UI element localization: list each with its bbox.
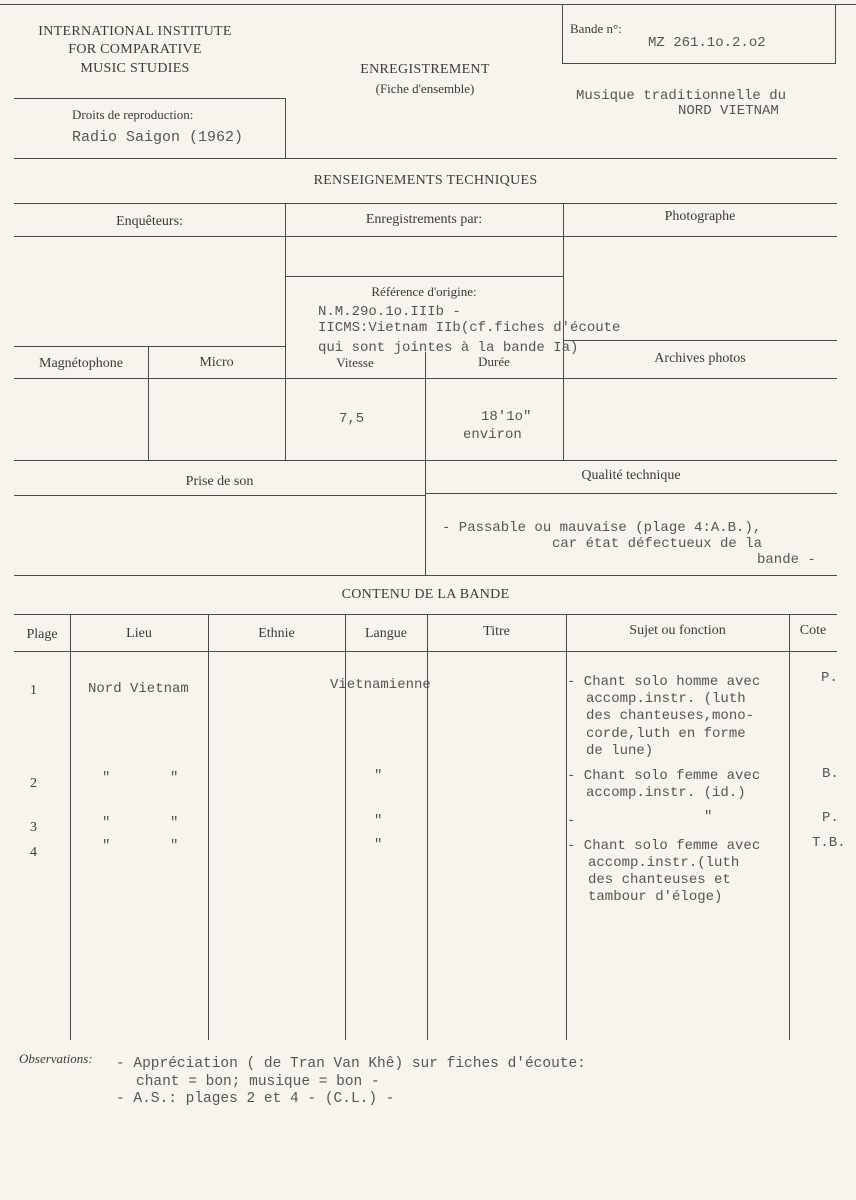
droits-value: Radio Saigon (1962) — [72, 129, 244, 146]
row-2-plage: 2 — [30, 776, 37, 791]
row-1-sujet-2: accomp.instr. (luth — [586, 691, 746, 707]
row-4-sujet-4: tambour d'éloge) — [588, 889, 723, 905]
row-1-sujet-5: de lune) — [586, 743, 654, 759]
duree-value-1: 18'1o" — [481, 409, 532, 425]
row-4-sujet-1: - Chant solo femme avec — [567, 838, 761, 854]
row-1-lieu: Nord Vietnam — [88, 681, 189, 697]
tech-heading: RENSEIGNEMENTS TECHNIQUES — [313, 173, 538, 188]
col-sujet: Sujet ou fonction — [629, 623, 726, 638]
row-3-cote: P. — [822, 810, 839, 826]
row-4-langue: " — [374, 837, 383, 853]
qualite-line-1: - Passable ou mauvaise (plage 4:A.B.), — [442, 520, 762, 536]
enregistrements-label: Enregistrements par: — [365, 212, 483, 227]
row-4-sujet-3: des chanteuses et — [588, 872, 731, 888]
row-4-lieu-1: " — [102, 838, 111, 854]
duree-value-2: environ — [463, 427, 522, 443]
row-3-sujet-2: " — [704, 809, 713, 825]
row-3-lieu-2: " — [170, 815, 179, 831]
bande-label: Bande n°: — [570, 21, 622, 36]
reference-line-1: N.M.29o.1o.IIIb - — [318, 304, 461, 320]
col-ethnie: Ethnie — [258, 626, 295, 641]
duree-label: Durée — [478, 354, 510, 369]
row-2-lieu-1: " — [102, 770, 111, 786]
row-4-plage: 4 — [30, 845, 37, 860]
vitesse-label: Vitesse — [336, 355, 374, 370]
row-1-sujet-3: des chanteuses,mono- — [586, 708, 755, 724]
col-plage: Plage — [26, 627, 58, 642]
observation-line-2: chant = bon; musique = bon - — [136, 1074, 380, 1090]
reference-label: Référence d'origine: — [371, 284, 477, 299]
row-4-lieu-2: " — [170, 838, 179, 854]
row-2-lieu-2: " — [170, 770, 179, 786]
row-1-sujet-1: - Chant solo homme avec — [567, 674, 761, 690]
qualite-label: Qualité technique — [581, 468, 681, 483]
col-langue: Langue — [365, 626, 407, 641]
row-1-sujet-4: corde,luth en forme — [586, 726, 746, 742]
row-3-sujet-1: - — [567, 813, 576, 829]
photographe-label: Photographe — [664, 209, 736, 224]
micro-label: Micro — [199, 355, 234, 370]
col-cote: Cote — [799, 623, 827, 638]
row-1-plage: 1 — [30, 683, 37, 698]
vitesse-value: 7,5 — [339, 411, 365, 427]
enqueteurs-label: Enquêteurs: — [116, 214, 183, 229]
row-2-langue: " — [374, 768, 383, 784]
reference-line-2: IICMS:Vietnam IIb(cf.fiches d'écoute — [318, 320, 621, 336]
col-titre: Titre — [483, 624, 510, 639]
content-heading: CONTENU DE LA BANDE — [341, 587, 510, 602]
row-3-lieu-1: " — [102, 815, 111, 831]
row-2-cote: B. — [822, 766, 839, 782]
row-3-plage: 3 — [30, 820, 37, 835]
row-1-cote: P. — [821, 670, 838, 686]
droits-label: Droits de reproduction: — [72, 107, 194, 122]
prise-de-son-label: Prise de son — [185, 474, 254, 489]
reference-line-3: qui sont jointes à la bande Ia) — [318, 340, 579, 356]
collection-line-2: NORD VIETNAM — [678, 103, 779, 119]
observation-line-3: - A.S.: plages 2 et 4 - (C.L.) - — [116, 1091, 395, 1107]
row-3-langue: " — [374, 813, 383, 829]
row-1-langue: Vietnamienne — [330, 677, 431, 693]
observations-label: Observations: — [19, 1051, 93, 1066]
row-4-cote: T.B. — [812, 835, 846, 851]
bande-value: MZ 261.1o.2.o2 — [648, 35, 766, 51]
magnetophone-label: Magnétophone — [39, 356, 123, 371]
observation-line-1: - Appréciation ( de Tran Van Khê) sur fiches d'écoute: — [116, 1056, 586, 1072]
qualite-line-2: car état défectueux de la — [552, 536, 763, 552]
qualite-line-3: bande - — [757, 552, 816, 568]
archives-label: Archives photos — [654, 351, 746, 366]
row-2-sujet-1: - Chant solo femme avec — [567, 768, 761, 784]
collection-line-1: Musique traditionnelle du — [576, 88, 787, 104]
col-lieu: Lieu — [126, 626, 152, 641]
row-2-sujet-2: accomp.instr. (id.) — [586, 785, 746, 801]
form-title: ENREGISTREMENT — [360, 62, 490, 77]
form-subtitle: (Fiche d'ensemble) — [375, 81, 475, 96]
row-4-sujet-2: accomp.instr.(luth — [588, 855, 740, 871]
